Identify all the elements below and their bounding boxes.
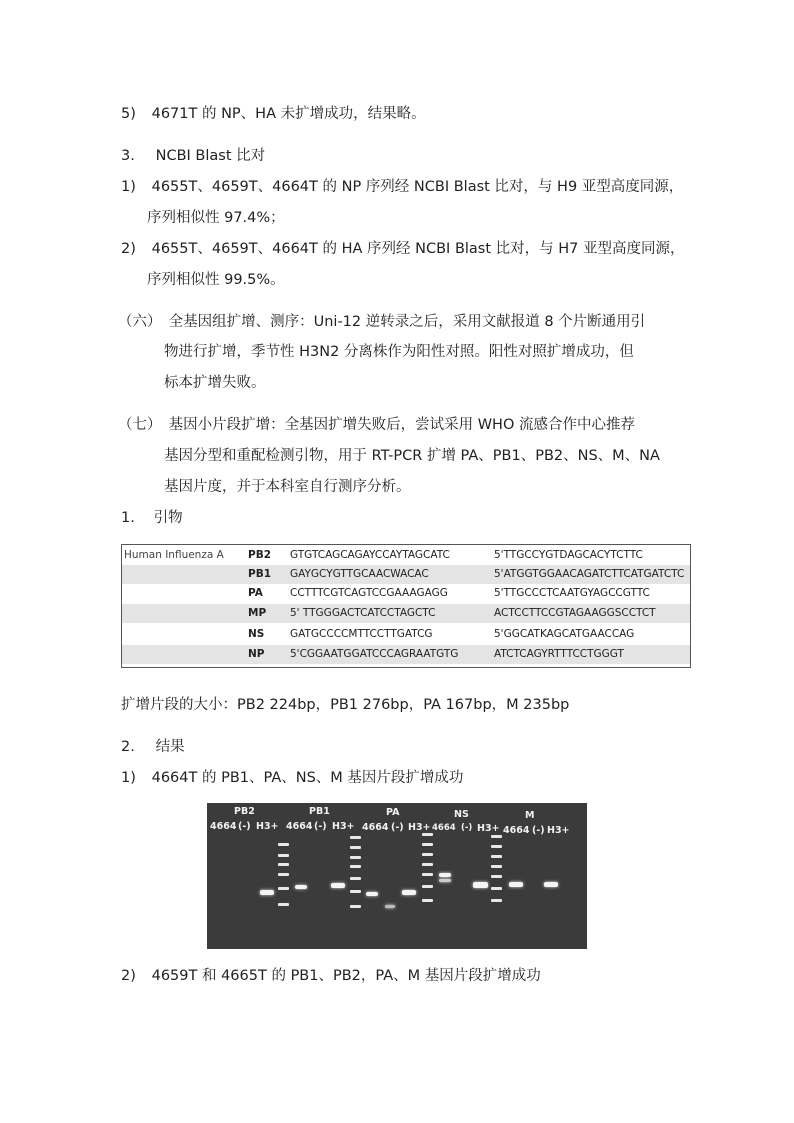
gel-band [544, 882, 558, 887]
gel-lane-label: 4664 [210, 821, 237, 832]
gel-lane-label: H3+ [408, 822, 431, 833]
section-six-line2: 物进行扩增，季节性 H3N2 分离株作为阳性对照。阳性对照扩增成功，但 [164, 344, 634, 360]
reverse-primer-cell: 5'GGCATKAGCATGAACCAG [494, 628, 635, 640]
section-six [118, 312, 645, 332]
section-number: 3. [121, 148, 135, 164]
blast-item-2 [121, 239, 685, 259]
section-title: NCBI Blast 比对 [155, 148, 266, 164]
section-title: 结果 [155, 739, 185, 755]
section-number: 2. [121, 739, 135, 755]
item-number: 2) [121, 968, 136, 984]
table-row [122, 645, 690, 664]
section-3-heading [121, 146, 265, 166]
blast-item-2-line2: 序列相似性 99.5%。 [147, 272, 285, 288]
gel-band [331, 883, 345, 888]
gel-band [439, 873, 451, 877]
gel-electrophoresis-image [207, 803, 587, 949]
results-heading [121, 737, 185, 757]
gel-lane-label: H3+ [477, 823, 500, 834]
gel-group-label: PB2 [234, 806, 255, 817]
forward-primer-cell: CCTTTCGTCAGTCCGAAAGAGG [290, 587, 448, 599]
gel-lane-label: (-) [391, 822, 404, 833]
section-text-line1: 基因小片段扩增：全基因扩增失败后，尝试采用 WHO 流感合作中心推荐 [168, 417, 635, 433]
gel-group-label: NS [454, 809, 469, 820]
item-5 [121, 104, 426, 124]
gel-lane-label: H3+ [547, 825, 570, 836]
blast-item-1-line2: 序列相似性 97.4%； [147, 210, 285, 226]
section-six-line3: 标本扩增失败。 [164, 375, 266, 391]
table-row [122, 565, 690, 584]
section-number: （六） [118, 314, 162, 330]
section-title: 引物 [153, 510, 183, 526]
gel-lane-label: H3+ [256, 821, 279, 832]
gene-cell: PA [248, 587, 263, 599]
item-text: 4664T 的 PB1、PA、NS、M 基因片段扩增成功 [151, 770, 464, 786]
gel-band [366, 892, 378, 896]
section-number: （七） [118, 417, 162, 433]
blast-item-1 [121, 177, 683, 197]
item-text-line1: 4655T、4659T、4664T 的 HA 序列经 NCBI Blast 比对，与 H7 亚型高度同源， [151, 241, 685, 257]
gel-lane-label: (-) [238, 821, 251, 832]
gel-lane-label: 4664 [503, 825, 530, 836]
gel-band [260, 890, 274, 895]
item-number: 5) [121, 106, 136, 122]
forward-primer-cell: GATGCCCCMTTCCTTGATCG [290, 628, 433, 640]
gene-cell: NS [248, 628, 265, 640]
forward-primer-cell: 5' TTGGGACTCATCCTAGCTC [290, 607, 436, 619]
section-number: 1. [121, 510, 135, 526]
gel-lane-label: (-) [532, 825, 545, 836]
fragment-sizes: 扩增片段的大小：PB2 224bp，PB1 276bp，PA 167bp，M 235bp [121, 697, 570, 713]
group-cell: Human Influenza A [124, 549, 224, 561]
section-text-line1: 全基因组扩增、测序：Uni-12 逆转录之后，采用文献报道 8 个片断通用引 [168, 314, 646, 330]
reverse-primer-cell: ACTCCTTCCGTAGAAGGSCCTCT [494, 607, 656, 619]
gene-cell: PB2 [248, 549, 272, 561]
gel-group-label: PA [386, 807, 400, 818]
gel-lane-label: 4664 [362, 822, 389, 833]
table-row [122, 604, 690, 623]
gel-band [439, 879, 451, 882]
item-text-line1: 4655T、4659T、4664T 的 NP 序列经 NCBI Blast 比对，与 H9 亚型高度同源， [151, 179, 684, 195]
reverse-primer-cell: 5'ATGGTGGAACAGATCTTCATGATCTC [494, 568, 685, 580]
gel-band [509, 882, 523, 887]
primer-table [121, 544, 691, 668]
item-number: 1) [121, 770, 136, 786]
reverse-primer-cell: ATCTCAGYRTTTCCTGGGT [494, 648, 624, 660]
gene-cell: PB1 [248, 568, 272, 580]
gel-band [402, 890, 416, 895]
gel-band [295, 885, 307, 889]
forward-primer-cell: GAYGCYGTTGCAACWACAC [290, 568, 429, 580]
section-seven [118, 415, 635, 435]
gel-lane-label: 4664 [286, 821, 313, 832]
gel-lane-label: (-) [461, 823, 473, 833]
item-text: 4659T 和 4665T 的 PB1、PB2，PA、M 基因片段扩增成功 [151, 968, 541, 984]
result-item-1 [121, 768, 463, 788]
reverse-primer-cell: 5'TTGCCCTCAATGYAGCCGTTC [494, 587, 650, 599]
item-number: 1) [121, 179, 136, 195]
item-text: 4671T 的 NP、HA 未扩增成功，结果略。 [151, 106, 426, 122]
table-row [122, 584, 690, 603]
gel-band [473, 882, 488, 888]
table-row [122, 546, 690, 565]
item-number: 2) [121, 241, 136, 257]
gene-cell: NP [248, 648, 265, 660]
section-seven-line2: 基因分型和重配检测引物，用于 RT-PCR 扩增 PA、PB1、PB2、NS、M、NA [164, 448, 660, 464]
gel-lane-label: H3+ [332, 821, 355, 832]
section-seven-line3: 基因片度，并于本科室自行测序分析。 [164, 479, 411, 495]
forward-primer-cell: GTGTCAGCAGAYCCAYTAGCATC [290, 549, 450, 561]
gel-lane-label: (-) [314, 821, 327, 832]
reverse-primer-cell: 5'TTGCCYGTDAGCACYTCTTC [494, 549, 643, 561]
gel-group-label: PB1 [309, 806, 330, 817]
forward-primer-cell: 5'CGGAATGGATCCCAGRAATGTG [290, 648, 459, 660]
table-row [122, 625, 690, 644]
result-item-2 [121, 966, 541, 986]
gel-band [385, 905, 395, 908]
gene-cell: MP [248, 607, 267, 619]
primers-heading [121, 508, 183, 528]
gel-lane-label: 4664 [432, 823, 456, 833]
gel-group-label: M [525, 810, 535, 821]
